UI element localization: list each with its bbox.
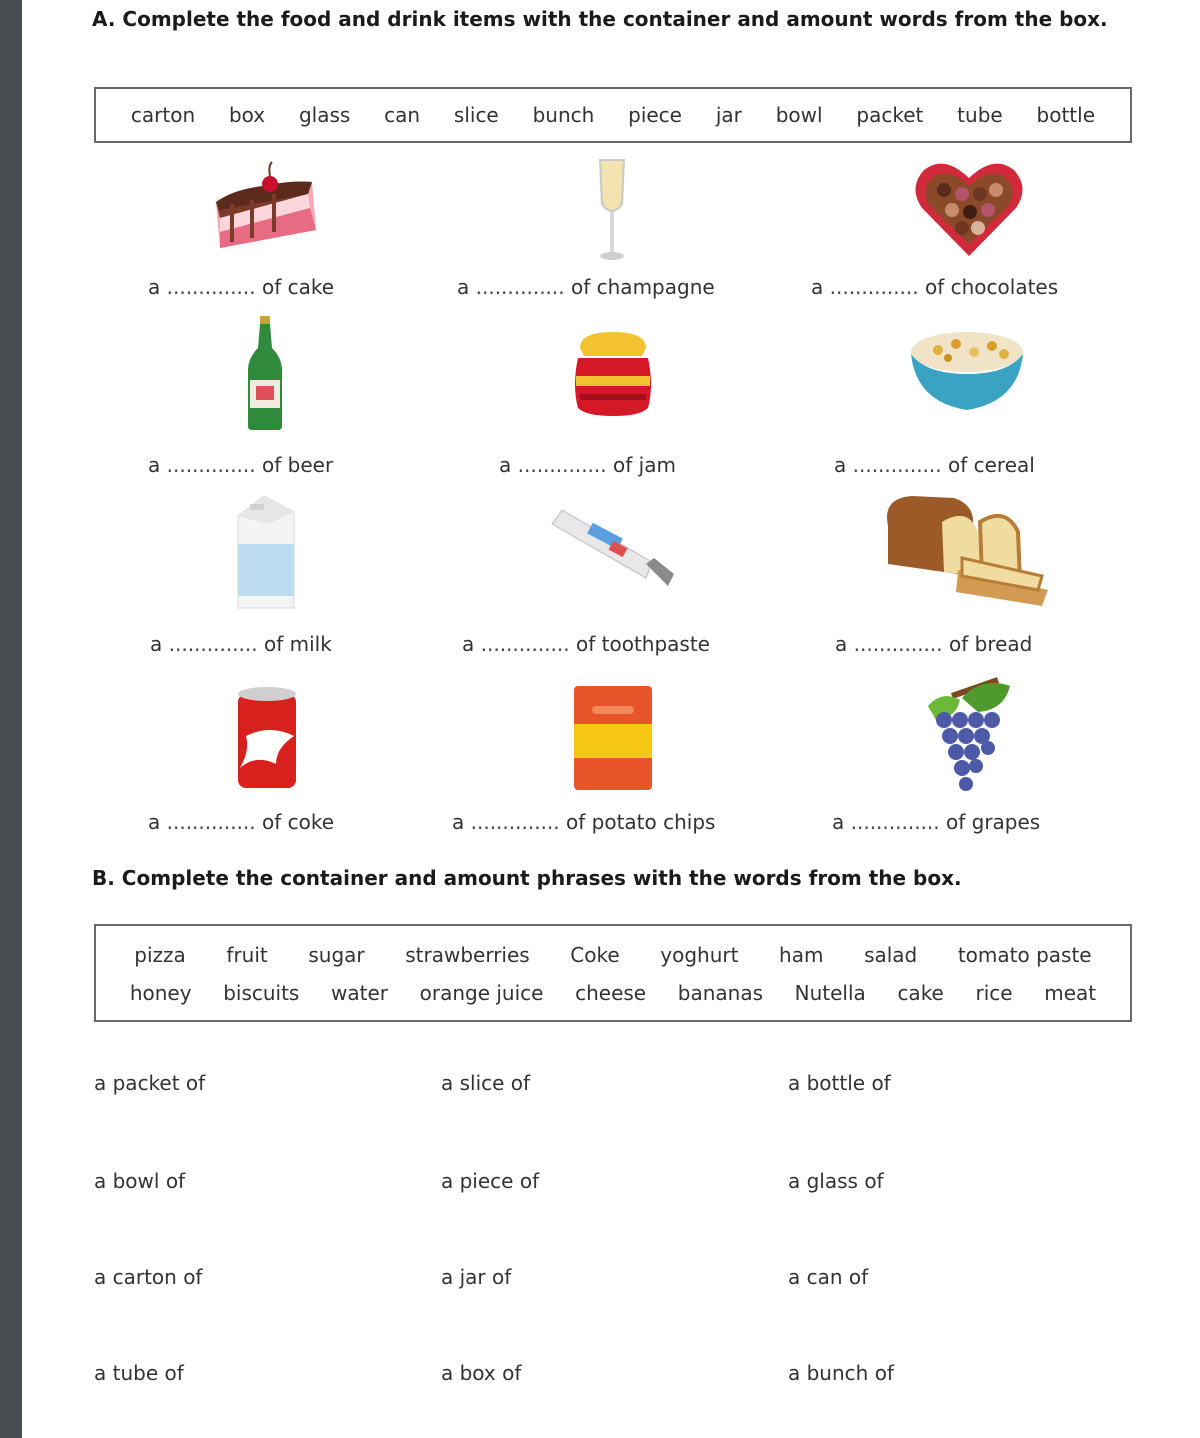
- word-box-word: glass: [298, 103, 351, 127]
- phrase-prompt: a glass of: [788, 1169, 884, 1193]
- word-box-word: ham: [779, 943, 824, 967]
- item-caption: a .............. of toothpaste: [462, 632, 710, 656]
- item-caption: a .............. of grapes: [832, 810, 1041, 834]
- jam-jar-picture: [572, 328, 654, 418]
- word-box-word: bowl: [775, 103, 823, 127]
- word-box-word: Nutella: [794, 981, 866, 1005]
- section-b-title: B. Complete the container and amount phrases with the words from the box.: [92, 866, 962, 890]
- word-box-row: [96, 943, 1130, 967]
- phrase-prompt: a box of: [441, 1361, 522, 1385]
- word-box-word: box: [228, 103, 266, 127]
- section-a-title: A. Complete the food and drink items with the container and amount words from the box.: [92, 7, 1108, 31]
- heart-box-chocolates-picture: [914, 158, 1024, 260]
- phrase-prompt: a bottle of: [788, 1071, 891, 1095]
- viewer-sidebar-edge: [0, 0, 22, 1438]
- word-box-word: pizza: [134, 943, 186, 967]
- section-a-word-box: [94, 87, 1132, 143]
- item-caption: a .............. of coke: [148, 810, 335, 834]
- word-box-word: can: [384, 103, 421, 127]
- word-box-word: tomato paste: [957, 943, 1092, 967]
- word-box-word: yoghurt: [660, 943, 739, 967]
- toothpaste-tube-picture: [550, 508, 678, 590]
- word-box-word: bunch: [532, 103, 595, 127]
- word-box-word: carton: [130, 103, 196, 127]
- item-caption: a .............. of jam: [499, 453, 676, 477]
- word-box-word: water: [331, 981, 388, 1005]
- champagne-glass-picture: [594, 156, 630, 264]
- cake-slice-picture: [212, 160, 320, 252]
- milk-carton-picture: [228, 494, 300, 610]
- phrase-prompt: a slice of: [441, 1071, 531, 1095]
- word-box-word: strawberries: [405, 943, 530, 967]
- item-caption: a .............. of potato chips: [452, 810, 716, 834]
- word-box-word: bananas: [677, 981, 763, 1005]
- word-box-word: orange juice: [419, 981, 544, 1005]
- item-caption: a .............. of milk: [150, 632, 332, 656]
- item-caption: a .............. of beer: [148, 453, 334, 477]
- word-box-word: fruit: [226, 943, 268, 967]
- word-box-word: packet: [856, 103, 924, 127]
- word-box-word: meat: [1044, 981, 1097, 1005]
- word-box-word: piece: [628, 103, 682, 127]
- word-box-word: salad: [864, 943, 918, 967]
- phrase-prompt: a packet of: [94, 1071, 206, 1095]
- phrase-prompt: a can of: [788, 1265, 869, 1289]
- item-caption: a .............. of cereal: [834, 453, 1035, 477]
- phrase-prompt: a piece of: [441, 1169, 540, 1193]
- item-caption: a .............. of bread: [835, 632, 1033, 656]
- word-box-word: Coke: [570, 943, 620, 967]
- word-box-word: bottle: [1036, 103, 1096, 127]
- word-box-word: biscuits: [223, 981, 300, 1005]
- coke-can-picture: [236, 684, 298, 792]
- word-box-word: sugar: [308, 943, 365, 967]
- word-box-word: cake: [897, 981, 944, 1005]
- chips-packet-picture: [572, 684, 654, 792]
- grape-bunch-picture: [922, 676, 1014, 796]
- word-box-row: [96, 981, 1130, 1005]
- phrase-prompt: a jar of: [441, 1265, 512, 1289]
- section-b-word-box: [94, 924, 1132, 1022]
- phrase-prompt: a carton of: [94, 1265, 203, 1289]
- item-caption: a .............. of champagne: [457, 275, 715, 299]
- bread-loaf-picture: [882, 492, 1050, 610]
- phrase-prompt: a bowl of: [94, 1169, 186, 1193]
- word-box-word: rice: [975, 981, 1013, 1005]
- word-box-word: cheese: [575, 981, 647, 1005]
- cereal-bowl-picture: [908, 330, 1026, 414]
- word-box-word: slice: [453, 103, 499, 127]
- word-box-word: tube: [957, 103, 1003, 127]
- word-box-row: [96, 103, 1130, 127]
- beer-bottle-picture: [246, 314, 284, 432]
- word-box-word: honey: [129, 981, 192, 1005]
- phrase-prompt: a tube of: [94, 1361, 184, 1385]
- item-caption: a .............. of chocolates: [811, 275, 1059, 299]
- word-box-word: jar: [715, 103, 742, 127]
- phrase-prompt: a bunch of: [788, 1361, 894, 1385]
- item-caption: a .............. of cake: [148, 275, 335, 299]
